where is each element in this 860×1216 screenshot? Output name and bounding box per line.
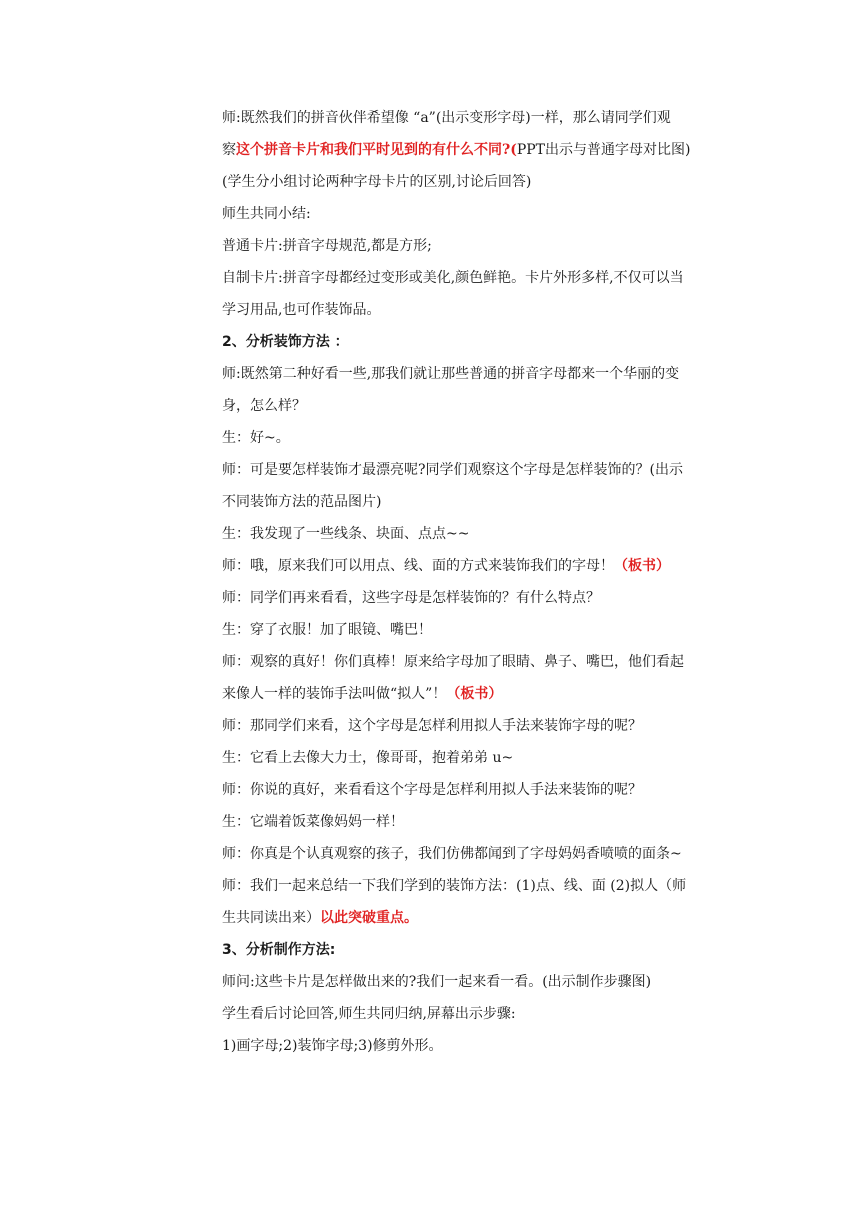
text-run: 生共同读出来） [222,910,320,926]
text-run: 察 [222,142,236,158]
text-run: 师：那同学们来看，这个字母是怎样利用拟人手法来装饰字母的呢？ [222,718,642,734]
text-run: 生：我发现了一些线条、块面、点点~~ [222,526,470,542]
text-line [222,300,734,332]
highlight-text: 以此突破重点。 [320,910,418,926]
text-run: (学生分小组讨论两种字母卡片的区别,讨论后回答) [222,174,532,190]
text-run: 师问:这些卡片是怎样做出来的?我们一起来看一看。(出示制作步骤图) [222,974,652,990]
text-line [222,460,734,492]
text-line [222,940,734,972]
text-run: 师：我们一起来总结一下我们学到的装饰方法：(1)点、线、面 (2)拟人（师 [222,878,687,894]
text-line [222,876,734,908]
text-line [222,684,734,716]
text-line [222,108,734,140]
document-body [222,108,734,1068]
text-line [222,140,734,172]
text-line [222,588,734,620]
text-run: 师:既然第二种好看一些,那我们就让那些普通的拼音字母都来一个华丽的变 [222,366,680,382]
text-line [222,524,734,556]
section-heading: 3、分析制作方法: [222,942,336,958]
text-run: 来像人一样的装饰手法叫做“拟人”！ [222,686,447,702]
text-run: 学生看后讨论回答,师生共同归纳,屏幕出示步骤: [222,1006,516,1022]
text-run: 师：同学们再来看看，这些字母是怎样装饰的？有什么特点？ [222,590,600,606]
text-line [222,428,734,460]
text-run: 1)画字母;2)装饰字母;3)修剪外形。 [222,1038,443,1054]
text-run: 师：你真是个认真观察的孩子，我们仿佛都闻到了字母妈妈香喷喷的面条~ [222,846,682,862]
text-line [222,844,734,876]
text-run: 生：好~。 [222,430,290,446]
text-line [222,972,734,1004]
text-line [222,908,734,940]
text-line [222,812,734,844]
text-run: 师：哦，原来我们可以用点、线、面的方式来装饰我们的字母！ [222,558,614,574]
text-run: 师:既然我们的拼音伙伴希望像 “a”(出示变形字母)一样，那么请同学们观 [222,110,671,126]
text-line [222,780,734,812]
text-line [222,652,734,684]
text-run: 身，怎么样？ [222,398,306,414]
highlight-text: 这个拼音卡片和我们平时见到的有什么不同?( [236,142,517,158]
text-run: 自制卡片:拼音字母都经过变形或美化,颜色鲜艳。卡片外形多样,不仅可以当 [222,270,684,286]
text-run: 师：观察的真好！你们真棒！原来给字母加了眼睛、鼻子、嘴巴，他们看起 [222,654,684,670]
text-line [222,716,734,748]
highlight-text: （板书） [446,686,503,702]
text-line [222,492,734,524]
text-run: 生：它看上去像大力士，像哥哥，抱着弟弟 u~ [222,750,514,766]
text-line [222,556,734,588]
text-run: 学习用品,也可作装饰品。 [222,302,381,318]
text-run: 生：它端着饭菜像妈妈一样！ [222,814,404,830]
text-line [222,204,734,236]
text-run: 生：穿了衣服！加了眼镜、嘴巴！ [222,622,432,638]
text-run: PPT出示与普通字母对比图) [516,142,691,158]
section-heading: 2、分析装饰方法 ： [222,334,349,350]
text-line [222,332,734,364]
text-run: 师生共同小结: [222,206,311,222]
text-line [222,172,734,204]
text-run: 普通卡片:拼音字母规范,都是方形; [222,238,432,254]
text-run: 师：你说的真好，来看看这个字母是怎样利用拟人手法来装饰的呢？ [222,782,642,798]
text-line [222,396,734,428]
text-line [222,620,734,652]
text-line [222,1004,734,1036]
text-line [222,236,734,268]
text-line [222,268,734,300]
text-run: 不同装饰方法的范品图片) [222,494,382,510]
text-line [222,748,734,780]
text-run: 师：可是要怎样装饰才最漂亮呢?同学们观察这个字母是怎样装饰的？(出示 [222,462,683,478]
highlight-text: （板书） [614,558,670,574]
text-line [222,1036,734,1068]
text-line [222,364,734,396]
